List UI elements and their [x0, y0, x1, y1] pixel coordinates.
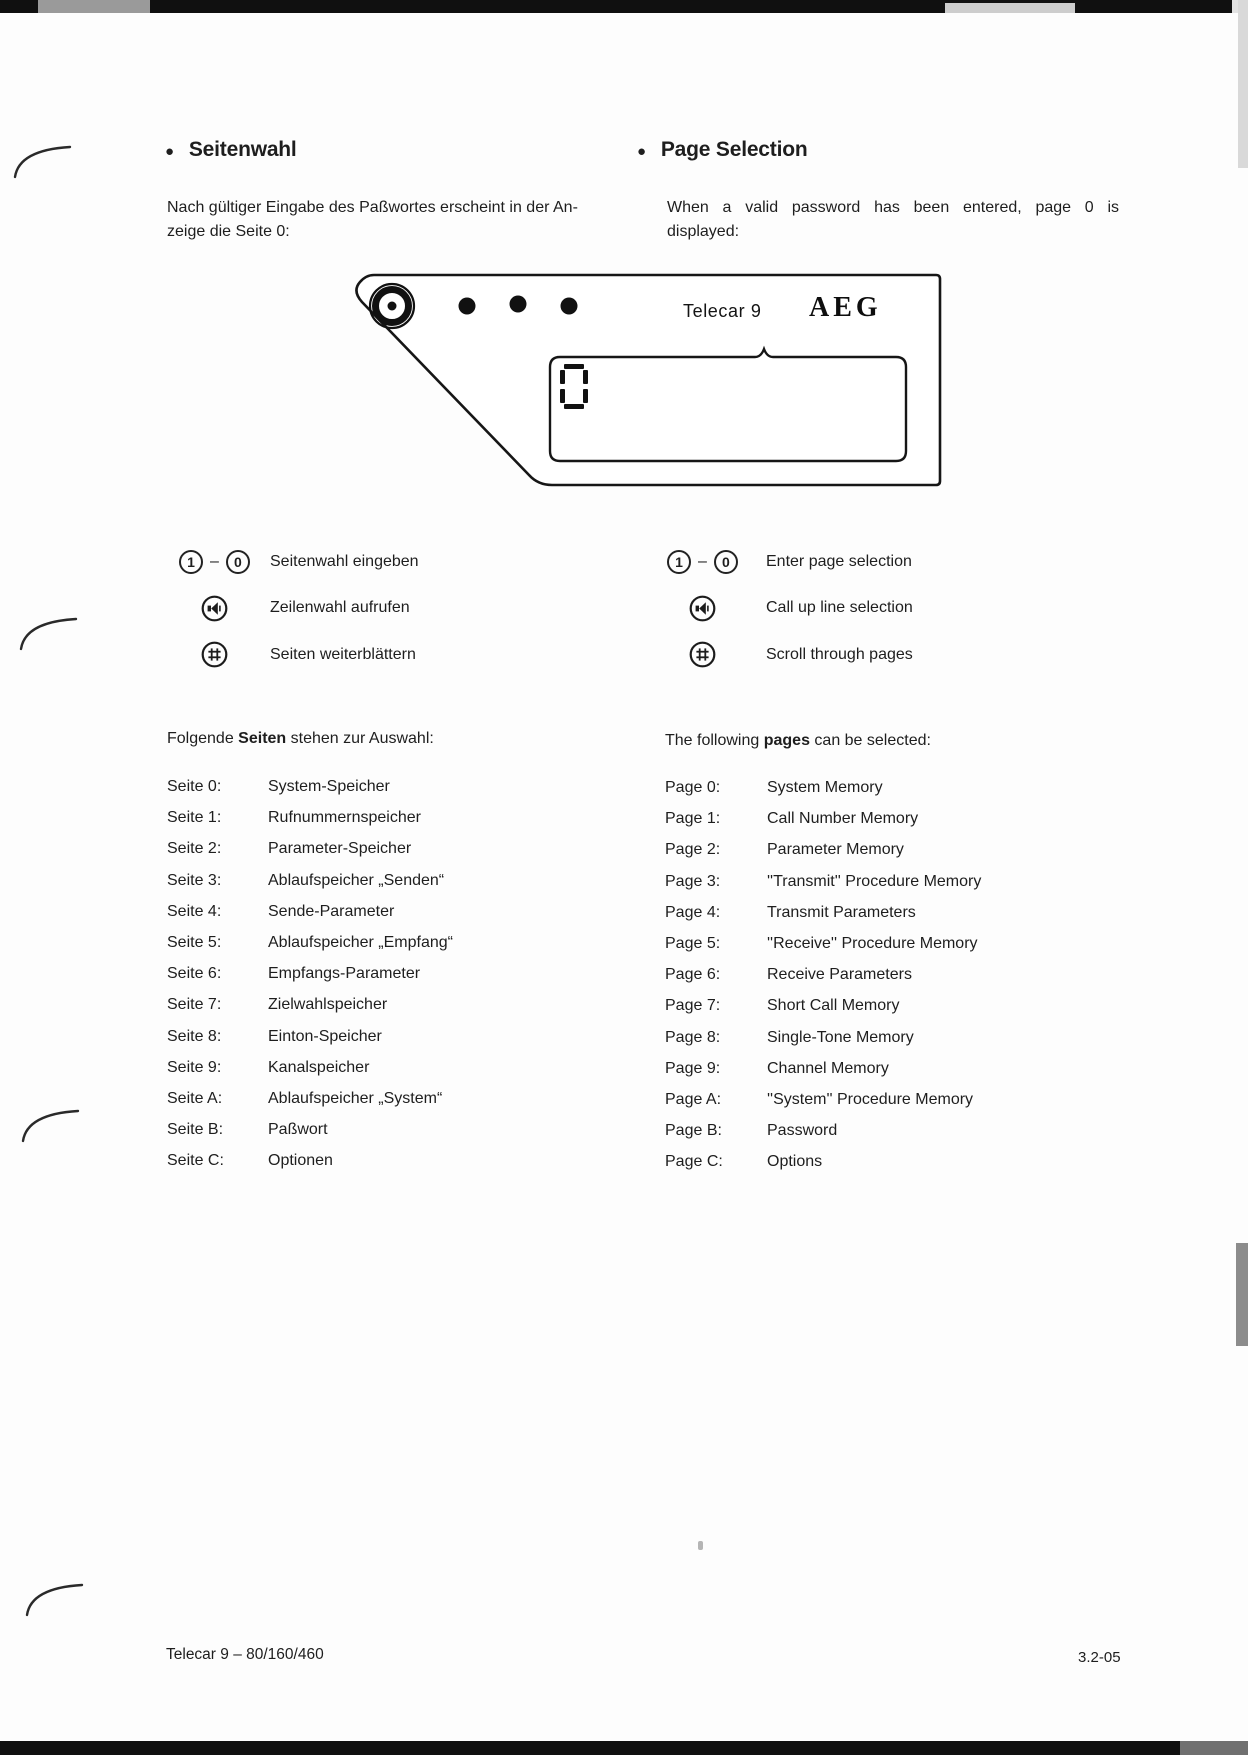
intro-pre: The following: [665, 732, 764, 749]
page-description: ''System'' Procedure Memory: [767, 1090, 974, 1108]
intro-post: can be selected:: [809, 732, 931, 749]
page-list-row: [167, 965, 453, 996]
page-number-label: Seite 0:: [167, 778, 222, 795]
page-description: Transmit Parameters: [767, 903, 916, 921]
paragraph-line: Nach gültiger Eingabe des Paßwortes erscheint in der An-: [167, 199, 578, 216]
key-digit-0-icon: 0: [226, 550, 250, 574]
hash-key-icon: [689, 641, 716, 668]
page-number-label: Page 8:: [665, 1028, 721, 1046]
page-description: Options: [767, 1153, 823, 1171]
paragraph-line: zeige die Seite 0:: [167, 222, 290, 240]
footer-document-title: Telecar 9 – 80/160/460: [166, 1646, 324, 1663]
page-list-row: [167, 840, 453, 871]
page-number-label: Seite 1:: [167, 809, 222, 827]
page-description: Short Call Memory: [767, 997, 900, 1015]
led-dot-icon: [561, 298, 578, 315]
page-description: Parameter-Speicher: [268, 840, 412, 858]
page-list-row: [665, 935, 981, 966]
page-number-label: Page B:: [665, 1122, 722, 1140]
key-row: [167, 585, 419, 631]
range-dash: –: [210, 553, 219, 571]
footer-page-number: 3.2-05: [1078, 1649, 1121, 1666]
page-number-label: Seite 4:: [167, 902, 222, 920]
page-description: System-Speicher: [268, 778, 390, 795]
heading-text-english: Page Selection: [660, 138, 808, 161]
page-list-row: [665, 779, 981, 810]
intro-paragraph-english: [667, 196, 1119, 243]
page-description: Optionen: [268, 1152, 333, 1170]
page-description: Ablaufspeicher „Empfang“: [268, 933, 453, 951]
page-description: Receive Parameters: [767, 966, 912, 984]
intro-post: stehen zur Auswahl:: [286, 730, 434, 747]
range-dash: –: [698, 553, 707, 571]
page-list-row: [665, 1060, 981, 1091]
telecar-panel-illustration: [340, 265, 950, 495]
key-row: [655, 632, 913, 678]
key-digit-1-icon: 1: [179, 550, 203, 574]
page-curl-mark: [22, 1578, 88, 1618]
page-list-row: [665, 904, 981, 935]
speaker-key-icon: [689, 595, 716, 622]
page-description: Kanalspeicher: [268, 1058, 370, 1076]
page-number-label: Page 5:: [665, 934, 721, 952]
page-number-label: Seite 5:: [167, 933, 222, 951]
page-list-row: [167, 1152, 453, 1183]
page-list-row: [167, 778, 453, 809]
heading-text-german: Seitenwahl: [188, 138, 297, 161]
scan-artifact-right-strip-dark: [1236, 1243, 1248, 1346]
hash-key-icon: [201, 641, 228, 668]
page-list-row: [665, 1029, 981, 1060]
page-list-row: [167, 1090, 453, 1121]
page-number-label: Page 2:: [665, 841, 721, 859]
page-number-label: Seite 3:: [167, 871, 222, 889]
page-list-row: [665, 1122, 981, 1153]
page-number-label: Seite C:: [167, 1152, 224, 1170]
page-description: Single-Tone Memory: [767, 1028, 914, 1046]
page-number-label: Page 1:: [665, 810, 721, 828]
section-heading-german: [165, 138, 297, 162]
page-list-row: [665, 997, 981, 1028]
page-number-label: Page A:: [665, 1090, 722, 1108]
page-description: ''Transmit'' Procedure Memory: [767, 872, 982, 890]
page-list-row: [665, 873, 981, 904]
key-action-label: Zeilenwahl aufrufen: [270, 599, 410, 617]
page-number-label: Seite A:: [167, 1089, 223, 1107]
page-number-label: Page 3:: [665, 872, 721, 890]
scan-artifact-bottom-bar: [0, 1741, 1248, 1755]
page-description: Ablaufspeicher „Senden“: [268, 871, 445, 889]
key-row: [167, 632, 419, 678]
page-description: Channel Memory: [767, 1059, 889, 1077]
key-action-label: Scroll through pages: [766, 645, 913, 663]
page-number-label: Page C:: [665, 1153, 723, 1171]
page-description: Parameter Memory: [767, 841, 904, 859]
aeg-logo: AEG: [809, 292, 882, 323]
page-number-label: Page 6:: [665, 966, 721, 984]
page-list-row: [167, 996, 453, 1027]
key-row: [655, 585, 913, 631]
bullet-icon: ●: [637, 142, 646, 160]
list-intro-german: [167, 730, 434, 748]
page-list-german: [167, 778, 453, 1183]
led-dot-icon: [459, 298, 476, 315]
key-action-label: Seitenwahl eingeben: [270, 553, 419, 571]
paragraph-line: When a valid password has been entered, page 0 is: [667, 199, 1119, 216]
page-list-row: [167, 1028, 453, 1059]
key-action-label: Seiten weiterblättern: [270, 645, 416, 663]
page-description: Paßwort: [268, 1121, 328, 1139]
key-legend-english: [655, 539, 913, 678]
page-description: Call Number Memory: [767, 810, 919, 828]
scan-artifact-top-bar-light: [945, 3, 1075, 13]
page-list-row: [167, 903, 453, 934]
key-row: [167, 539, 419, 585]
section-heading-english: [637, 138, 807, 162]
page-curl-mark: [18, 1104, 84, 1144]
intro-bold-word: pages: [763, 732, 810, 749]
key-digit-1-icon: 1: [667, 550, 691, 574]
digit-key-range: [655, 550, 750, 574]
speaker-key-icon: [201, 595, 228, 622]
page-number-label: Page 0:: [665, 779, 721, 796]
page-description: Zielwahlspeicher: [268, 996, 388, 1014]
list-intro-english: [665, 732, 931, 750]
bullet-icon: ●: [165, 142, 174, 160]
intro-paragraph-german: [167, 196, 591, 243]
scan-artifact-bottom-bar-gray: [1180, 1741, 1248, 1755]
scan-artifact-speck: [698, 1541, 703, 1550]
page-number-label: Seite 7:: [167, 996, 222, 1014]
page-number-label: Seite 9:: [167, 1058, 222, 1076]
scan-artifact-top-bar-gray: [38, 0, 150, 13]
page-list-row: [167, 1121, 453, 1152]
page-curl-mark: [16, 612, 82, 652]
page-description: Sende-Parameter: [268, 902, 395, 920]
display-window: [550, 349, 906, 461]
page-number-label: Seite 6:: [167, 965, 222, 983]
page-description: Empfangs-Parameter: [268, 965, 421, 983]
page-number-label: Seite 2:: [167, 840, 222, 858]
page-list-row: [167, 809, 453, 840]
page-list-row: [665, 966, 981, 997]
intro-bold-word: Seiten: [238, 730, 287, 747]
page-list-row: [665, 1091, 981, 1122]
page-description: Ablaufspeicher „System“: [268, 1089, 443, 1107]
page-list-row: [665, 1153, 981, 1184]
page-description: System Memory: [767, 779, 883, 796]
intro-pre: Folgende: [167, 730, 239, 747]
scan-artifact-right-strip-top: [1238, 0, 1248, 168]
page-number-label: Seite B:: [167, 1121, 224, 1139]
page-list-row: [167, 872, 453, 903]
page-description: Password: [767, 1122, 838, 1140]
led-dot-icon: [510, 296, 527, 313]
key-action-label: Enter page selection: [766, 553, 912, 571]
page-list-row: [167, 934, 453, 965]
paragraph-line: displayed:: [667, 222, 740, 240]
page-description: ''Receive'' Procedure Memory: [767, 934, 978, 952]
page-description: Rufnummernspeicher: [268, 809, 421, 827]
device-brand-label: Telecar 9: [683, 301, 762, 321]
page-number-label: Page 4:: [665, 903, 721, 921]
knob-bullseye-icon: [370, 284, 414, 328]
page-number-label: Page 7:: [665, 997, 721, 1015]
key-action-label: Call up line selection: [766, 599, 913, 617]
key-digit-0-icon: 0: [714, 550, 738, 574]
page-list-english: [665, 779, 981, 1184]
digit-key-range: [167, 550, 262, 574]
page-list-row: [665, 841, 981, 872]
key-row: [655, 539, 913, 585]
page-number-label: Page 9:: [665, 1059, 721, 1077]
page-list-row: [665, 810, 981, 841]
key-legend-german: [167, 539, 419, 678]
page-curl-mark: [10, 140, 76, 180]
page-description: Einton-Speicher: [268, 1027, 382, 1045]
page-list-row: [167, 1059, 453, 1090]
page-number-label: Seite 8:: [167, 1027, 222, 1045]
